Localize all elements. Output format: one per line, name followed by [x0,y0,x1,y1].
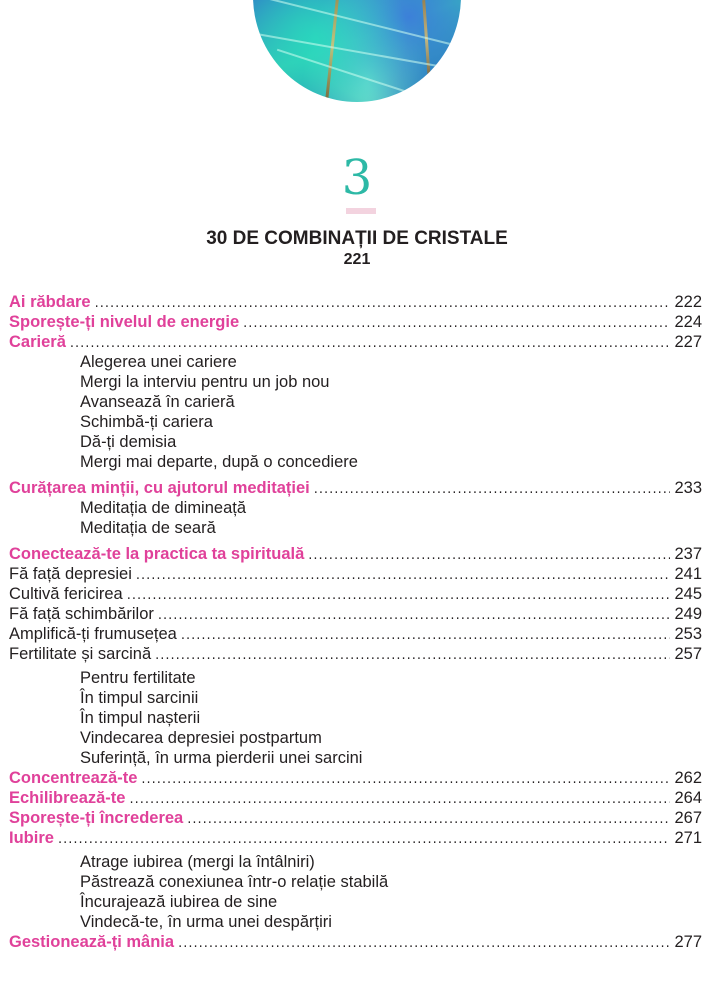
toc-subitem: Atrage iubirea (mergi la întâlniri) [80,853,315,871]
toc-entry-title: Concentrează-te [9,769,138,787]
toc-subitem: Alegerea unei cariere [80,353,237,371]
dot-leader [129,790,670,810]
toc-entry[interactable] [9,624,702,644]
toc-entry[interactable] [9,312,702,332]
chapter-page-number: 221 [343,251,371,268]
dot-leader [187,810,670,830]
toc-subitem: În timpul nașterii [80,709,201,727]
toc-subitem: Mergi la interviu pentru un job nou [80,373,330,391]
toc-subitem: Mergi mai departe, după o concediere [80,453,358,471]
toc-entry[interactable] [9,584,702,604]
toc-entry[interactable] [9,564,702,584]
toc-entry-title: Ai răbdare [9,293,91,311]
toc-entry-page: 249 [674,605,702,623]
toc-entry[interactable] [9,808,702,828]
toc-entry-title: Fă față depresiei [9,565,132,583]
dot-leader [178,934,670,954]
toc-entry-page: 267 [674,809,702,827]
toc-entry-title: Fă față schimbărilor [9,605,154,623]
toc-entry-page: 237 [674,545,702,563]
dot-leader [70,334,671,354]
toc-entry-page: 277 [674,933,702,951]
toc-subitem: În timpul sarcinii [80,689,199,707]
chapter-title: 30 DE COMBINAȚII DE CRISTALE [206,228,508,249]
toc-entry-page: 245 [674,585,702,603]
dot-leader [181,626,671,646]
toc-subitem: Vindecarea depresiei postpartum [80,729,322,747]
toc-entry-title: Cultivă fericirea [9,585,123,603]
toc-subitem: Schimbă-ți cariera [80,413,213,431]
toc-subitem: Pentru fertilitate [80,669,196,687]
toc-entry[interactable] [9,644,702,664]
crystal-image [253,0,461,102]
toc-entry-title: Sporește-ți încrederea [9,809,184,827]
toc-subitem: Meditația de dimineață [80,499,247,517]
toc-entry-title: Echilibrează-te [9,789,126,807]
toc-entry[interactable] [9,478,702,498]
toc-entry-page: 227 [674,333,702,351]
toc-entry-title: Fertilitate și sarcină [9,645,152,663]
toc-entry[interactable] [9,544,702,564]
toc-subitem: Încurajează iubirea de sine [80,893,278,911]
toc-entry-title: Carieră [9,333,66,351]
dot-leader [158,606,671,626]
toc-entry-page: 257 [674,645,702,663]
toc-entry-page: 222 [674,293,702,311]
toc-entry-title: Amplifică-ți frumusețea [9,625,177,643]
toc-subitem: Meditația de seară [80,519,216,537]
dot-leader [155,646,670,666]
toc-entry[interactable] [9,768,702,788]
toc-subitem: Avansează în carieră [80,393,235,411]
toc-subitem: Suferință, în urma pierderii unei sarcini [80,749,363,767]
toc-entry[interactable] [9,332,702,352]
toc-entry-title: Conectează-te la practica ta spirituală [9,545,305,563]
dot-leader [243,314,670,334]
dot-leader [136,566,671,586]
chapter-divider [346,208,376,214]
dot-leader [58,830,671,850]
toc-entry-page: 271 [674,829,702,847]
toc-subitem: Dă-ți demisia [80,433,177,451]
toc-entry[interactable] [9,828,702,848]
table-of-contents [9,292,702,952]
toc-entry[interactable] [9,292,702,312]
toc-entry-page: 224 [674,313,702,331]
toc-entry-title: Curățarea minții, cu ajutorul meditației [9,479,310,497]
toc-subitem: Păstrează conexiunea într-o relație stabilă [80,873,389,891]
dot-leader [127,586,671,606]
toc-entry-page: 241 [674,565,702,583]
crystal-streak [277,49,439,102]
dot-leader [141,770,670,790]
toc-entry-page: 262 [674,769,702,787]
dot-leader [308,546,670,566]
toc-entry-title: Gestionează-ți mânia [9,933,175,951]
dot-leader [314,480,671,500]
toc-entry[interactable] [9,932,702,952]
toc-entry-page: 264 [674,789,702,807]
toc-entry-title: Iubire [9,829,54,847]
toc-entry[interactable] [9,604,702,624]
dot-leader [95,294,671,314]
chapter-number: 3 [341,150,373,206]
toc-entry-page: 233 [674,479,702,497]
toc-entry[interactable] [9,788,702,808]
toc-entry-page: 253 [674,625,702,643]
toc-subitem: Vindecă-te, în urma unei despărțiri [80,913,332,931]
toc-entry-title: Sporește-ți nivelul de energie [9,313,240,331]
